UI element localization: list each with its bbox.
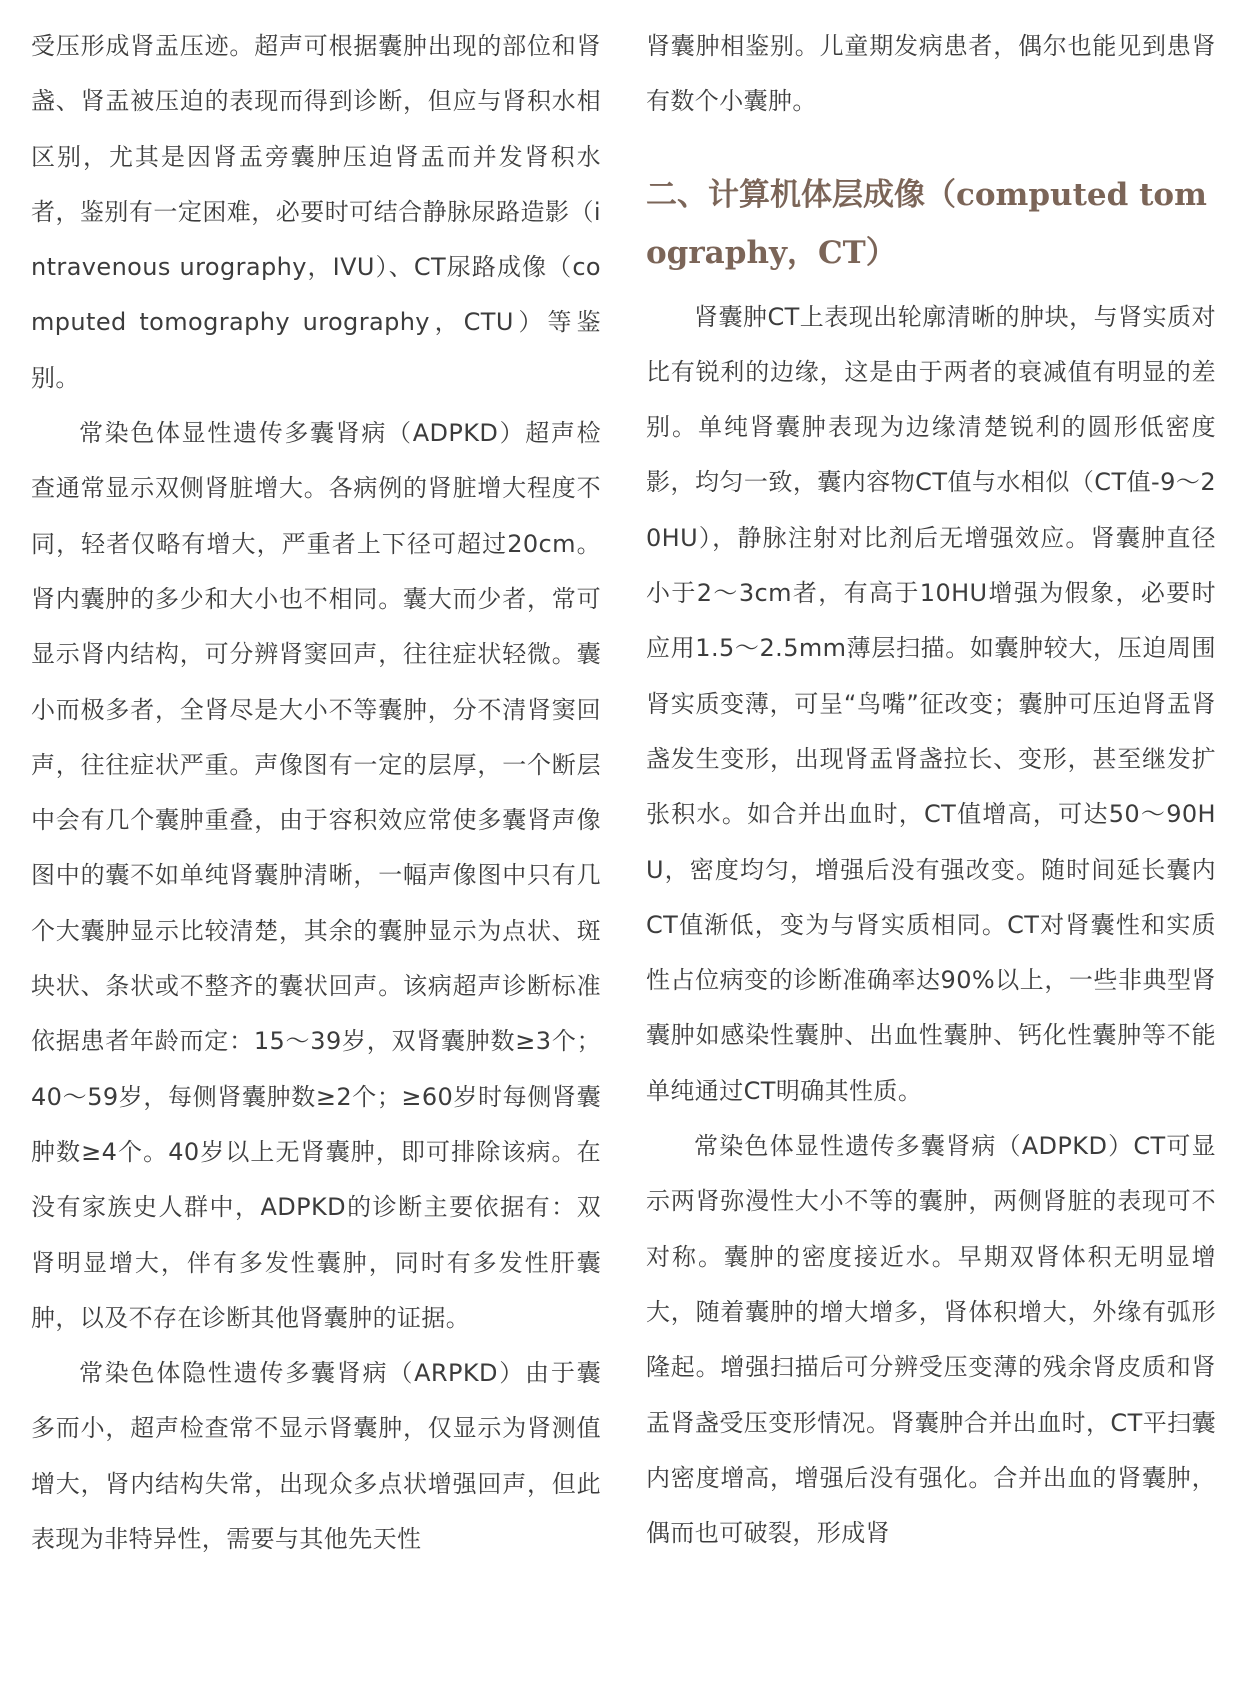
paragraph-arpkd-ultrasound: 常染色体隐性遗传多囊肾病（ARPKD）由于囊多而小，超声检查常不显示肾囊肿，仅显示为肾测值增大，肾内结构失常，出现众多点状增强回声，但此表现为非特异性，需要与其他先天性 xyxy=(31,1359,601,1554)
paragraph-adpkd-ultrasound: 常染色体显性遗传多囊肾病（ADPKD）超声检查通常显示双侧肾脏增大。各病例的肾脏增大程度不同，轻者仅略有增大，严重者上下径可超过20cm。肾内囊肿的多少和大小也不相同。囊大而少者，常可显示肾内结构，可分辨肾窦回声，往往症状轻微。囊小而极多者，全肾尽是大小不等囊肿，分不清肾窦回声，往往症状严重。声像图有一定的层厚，一个断层中会有几个囊肿重叠，由于容积效应常使多囊肾声像图中的囊不如单纯肾囊肿清晰，一幅声像图中只有几个大囊肿显示比较清楚，其余的囊肿显示为点状、斑块状、条状或不整齐的囊状回声。该病超声诊断标准依据患者年龄而定：15～39岁，双肾囊肿数≥3个；40～59岁，每侧肾囊肿数≥2个；≥60岁时每侧肾囊肿数≥4个。40岁以上无肾囊肿，即可排除该病。在没有家族史人群中，ADPKD的诊断主要依据有：双肾明显增大，伴有多发性囊肿，同时有多发性肝囊肿，以及不存在诊断其他肾囊肿的证据。 xyxy=(31,419,601,1332)
paragraph-ct-renal-cyst: 肾囊肿CT上表现出轮廓清晰的肿块，与肾实质对比有锐利的边缘，这是由于两者的衰减值有明显的差别。单纯肾囊肿表现为边缘清楚锐利的圆形低密度影，均匀一致，囊内容物CT值与水相似（CT值-9～20HU），静脉注射对比剂后无增强效应。肾囊肿直径小于2～3cm者，有高于10HU增强为假象，必要时应用1.5～2.5mm薄层扫描。如囊肿较大，压迫周围肾实质变薄，可呈“鸟嘴”征改变；囊肿可压迫肾盂肾盏发生变形，出现肾盂肾盏拉长、变形，甚至继发扩张积水。如合并出血时，CT值增高，可达50～90HU，密度均匀，增强后没有强改变。随时间延长囊内CT值渐低，变为与肾实质相同。CT对肾囊性和实质性占位病变的诊断准确率达90%以上，一些非典型肾囊肿如感染性囊肿、出血性囊肿、钙化性囊肿等不能单纯通过CT明确其性质。 xyxy=(646,302,1216,1105)
section-heading-ct: 二、计算机体层成像（computed tomography，CT） xyxy=(646,176,1207,271)
right-column xyxy=(646,19,1216,1561)
paragraph-ultrasound-diagnosis-continued: 受压形成肾盂压迹。超声可根据囊肿出现的部位和肾盏、肾盂被压迫的表现而得到诊断，但应与肾积水相区别，尤其是因肾盂旁囊肿压迫肾盂而并发肾积水者，鉴别有一定困难，必要时可结合静脉尿路造影（intravenous urography，IVU）、CT尿路成像（computed tomography urography，CTU）等鉴别。 xyxy=(31,32,601,392)
paragraph-adpkd-ct: 常染色体显性遗传多囊肾病（ADPKD）CT可显示两肾弥漫性大小不等的囊肿，两侧肾脏的表现可不对称。囊肿的密度接近水。早期双肾体积无明显增大，随着囊肿的增大增多，肾体积增大，外缘有弧形隆起。增强扫描后可分辨受压变薄的残余肾皮质和肾盂肾盏受压变形情况。肾囊肿合并出血时，CT平扫囊内密度增高，增强后没有强化。合并出血的肾囊肿，偶而也可破裂，形成肾 xyxy=(646,1132,1216,1548)
left-column xyxy=(31,19,601,1567)
paragraph-child-onset: 肾囊肿相鉴别。儿童期发病患者，偶尔也能见到患肾有数个小囊肿。 xyxy=(646,32,1216,116)
